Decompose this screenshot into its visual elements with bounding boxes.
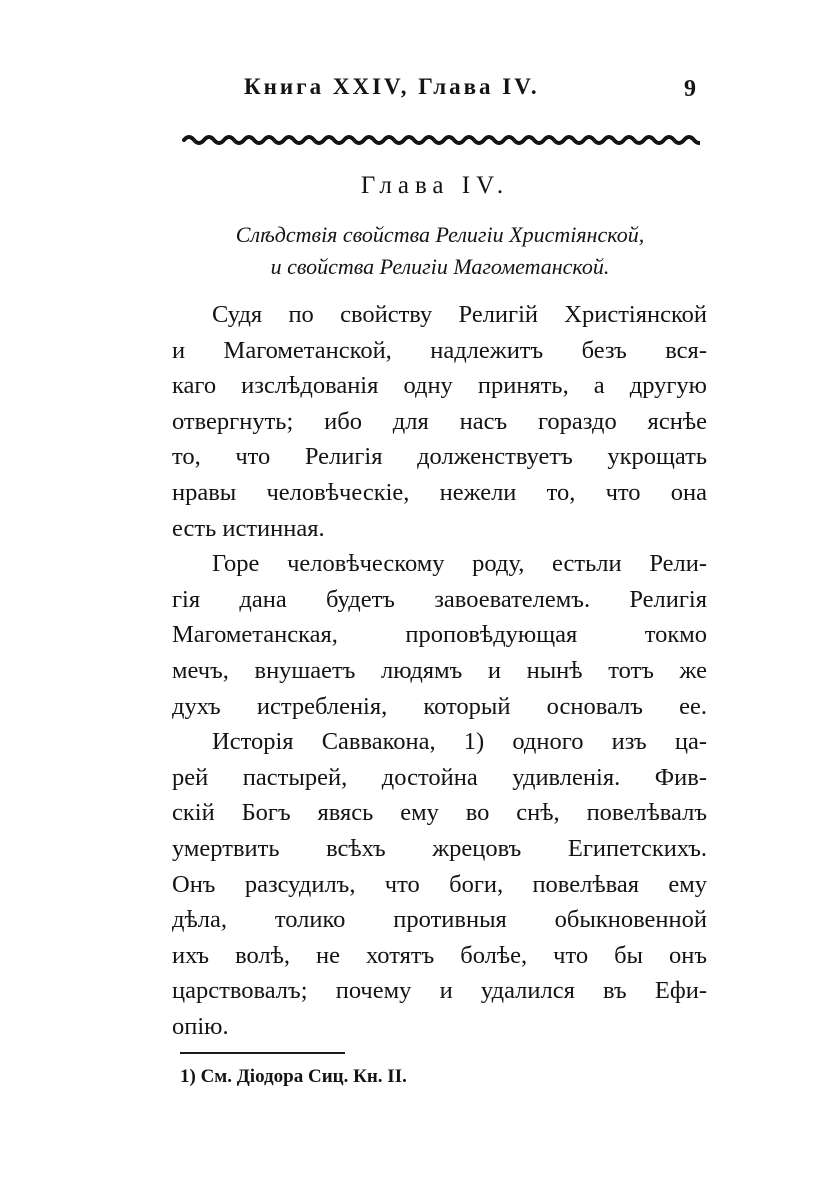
text-line: отвергнуть; ибо для насъ гораздо яснѣе bbox=[172, 407, 707, 435]
body-text bbox=[172, 297, 707, 1044]
chapter-title: Глава IV. bbox=[360, 172, 510, 199]
text-line: духъ истребленія, который основалъ ее. bbox=[172, 692, 707, 720]
text-line: рей пастырей, достойна удивленія. Фив- bbox=[172, 763, 707, 791]
text-line: ихъ волѣ, не хотятъ болѣе, что бы онъ bbox=[172, 941, 707, 969]
text-line: мечъ, внушаетъ людямъ и нынѣ тотъ же bbox=[172, 656, 707, 684]
text-line: Онъ разсудилъ, что боги, повелѣвая ему bbox=[172, 870, 707, 898]
text-line: Судя по свойству Религій Христіянской bbox=[212, 301, 707, 328]
chapter-subtitle-line-1: Слѣдствія свойства Религіи Христіянской, bbox=[235, 222, 645, 247]
text-line: Магометанская, проповѣдующая токмо bbox=[172, 621, 707, 649]
text-line: скій Богъ явясь ему во снѣ, повелѣвалъ bbox=[172, 799, 707, 827]
text-line: дѣла, толико противныя обыкновенной bbox=[172, 906, 707, 934]
text-line: царствовалъ; почему и удалился въ Ефи- bbox=[172, 977, 707, 1005]
text-line: Горе человѣческому роду, естьли Рели- bbox=[212, 550, 707, 578]
text-line: опію. bbox=[172, 1012, 229, 1040]
ornamental-rule bbox=[180, 128, 700, 150]
page-number: 9 bbox=[684, 76, 696, 102]
text-line: умертвить всѣхъ жрецовъ Египетскихъ. bbox=[172, 834, 707, 862]
text-line: нравы человѣческіе, нежели то, что она bbox=[172, 478, 707, 506]
footnote-rule bbox=[180, 1052, 345, 1054]
text-line: есть истинная. bbox=[172, 514, 325, 542]
footnote: 1) См. Діодора Сиц. Кн. II. bbox=[180, 1066, 407, 1087]
text-line: Исторія Саввакона, 1) одного изъ ца- bbox=[212, 728, 707, 756]
text-line: и Магометанской, надлежитъ безъ вся- bbox=[172, 336, 707, 364]
chapter-subtitle-line-2: и свойства Религіи Магометанской. bbox=[270, 254, 610, 279]
text-line: то, что Религія долженствуетъ укрощать bbox=[172, 443, 707, 471]
text-line: каго изслѣдованія одну принять, а другую bbox=[172, 372, 707, 400]
text-line: гія дана будетъ завоевателемъ. Религія bbox=[172, 585, 707, 613]
running-head: Книга XXIV, Глава IV. bbox=[244, 74, 540, 99]
